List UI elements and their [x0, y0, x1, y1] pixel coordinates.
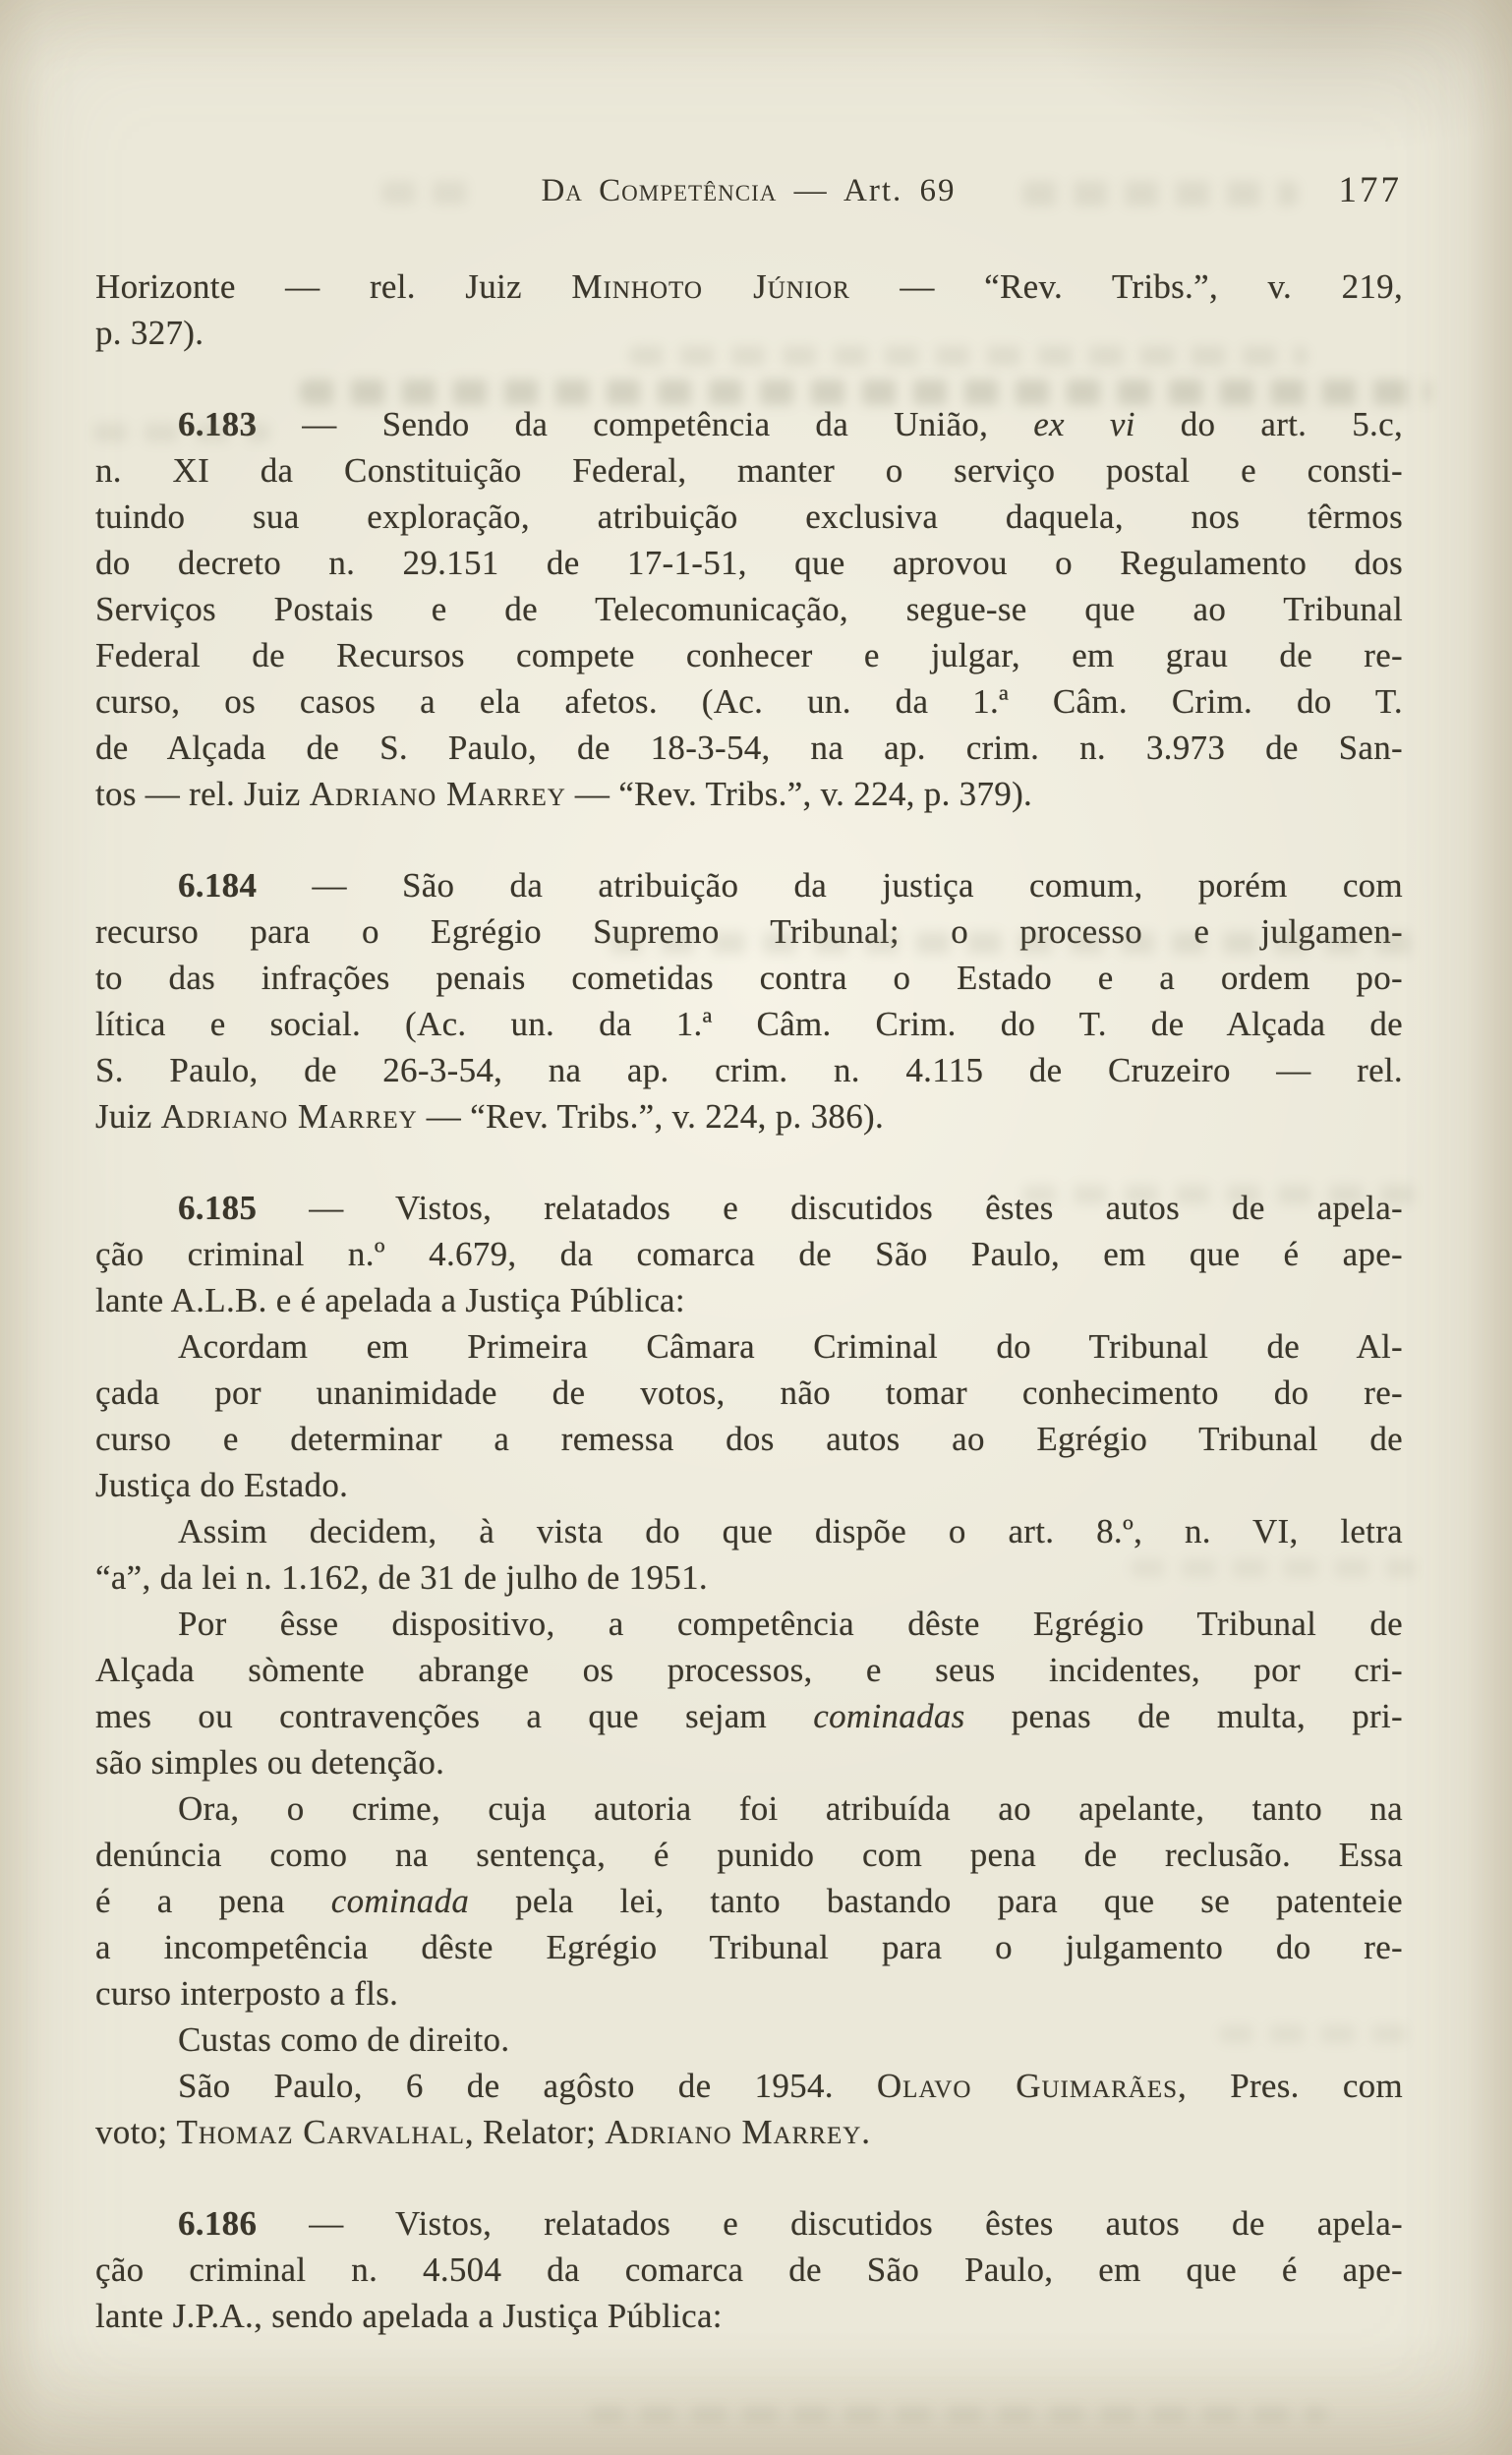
text-line: 6.183 — Sendo da competência da União, ex vi do art. 5.c, [178, 405, 1403, 443]
text-line: é a pena cominada pela lei, tanto bastando para que se patenteie [95, 1882, 1404, 1920]
text-line: 6.184 — São da atribuição da justiça comum, porém com [178, 866, 1403, 905]
text-line: Horizonte — rel. Juiz Minhoto Júnior — “Rev. Tribs.”, v. 219, [95, 267, 1404, 306]
text-line: curso interposto a fls. [95, 1974, 399, 2013]
text-line: tos — rel. Juiz Adriano Marrey — “Rev. Tribs.”, v. 224, p. 379). [95, 775, 1033, 813]
text-line: Juiz Adriano Marrey — “Rev. Tribs.”, v. 224, p. 386). [95, 1097, 885, 1136]
text-line: a incompetência dêste Egrégio Tribunal para o julgamento do re- [95, 1928, 1403, 1966]
page-number: 177 [1338, 170, 1402, 210]
paragraph-custas [95, 2017, 1403, 2063]
text-line: p. 327). [95, 314, 204, 352]
page-body [95, 263, 1403, 2339]
text-line: 6.185 — Vistos, relatados e discutidos êstes autos de apela- [178, 1189, 1403, 1227]
text-line: ção criminal n.º 4.679, da comarca de São Paulo, em que é ape- [95, 1235, 1403, 1273]
text-line: mes ou contravenções a que sejam cominadas penas de multa, pri- [95, 1697, 1403, 1735]
paragraph-ora-o-crime [95, 1785, 1403, 2017]
paragraph-acordam [95, 1323, 1403, 1508]
text-line: S. Paulo, de 26-3-54, na ap. crim. n. 4.115 de Cruzeiro — rel. [95, 1051, 1403, 1089]
paragraph-continuation-horizonte [95, 263, 1403, 356]
paragraph-item-6185 [95, 1185, 1403, 1323]
text-line: to das infrações penais cometidas contra o Estado e a ordem po- [95, 959, 1403, 997]
text-line: Por êsse dispositivo, a competência dêste Egrégio Tribunal de [178, 1605, 1403, 1643]
text-line: voto; Thomaz Carvalhal, Relator; Adriano Marrey. [95, 2113, 871, 2151]
header-title-smallcaps: Da Competência [541, 173, 778, 208]
text-line: curso, os casos a ela afetos. (Ac. un. da 1.ª Câm. Crim. do T. [95, 682, 1403, 721]
text-line: Assim decidem, à vista do que dispõe o art. 8.º, n. VI, letra [178, 1512, 1403, 1550]
paragraph-item-6186 [95, 2200, 1403, 2339]
text-line: n. XI da Constituição Federal, manter o serviço postal e consti- [95, 451, 1403, 490]
paragraph-item-6184 [95, 862, 1403, 1140]
text-line: curso e determinar a remessa dos autos ao Egrégio Tribunal de [95, 1420, 1403, 1458]
text-line: çada por unanimidade de votos, não tomar conhecimento do re- [95, 1374, 1403, 1412]
text-line: Acordam em Primeira Câmara Criminal do Tribunal de Al- [178, 1327, 1403, 1366]
paragraph-por-esse-dispositivo [95, 1601, 1403, 1785]
text-line: lante J.P.A., sendo apelada a Justiça Pública: [95, 2297, 723, 2335]
text-line: Alçada sòmente abrange os processos, e seus incidentes, por cri- [95, 1651, 1403, 1689]
text-line: denúncia como na sentença, é punido com pena de reclusão. Essa [95, 1836, 1403, 1874]
text-line: lítica e social. (Ac. un. da 1.ª Câm. Crim. do T. de Alçada de [95, 1005, 1403, 1043]
paragraph-assim-decidem [95, 1508, 1403, 1601]
paragraph-assinaturas [95, 2063, 1403, 2155]
page-title [95, 173, 1402, 209]
text-line: tuindo sua exploração, atribuição exclusiva daquela, nos têrmos [95, 497, 1403, 536]
paragraph-item-6183 [95, 401, 1403, 817]
text-line: 6.186 — Vistos, relatados e discutidos êstes autos de apela- [178, 2204, 1403, 2243]
text-line: Justiça do Estado. [95, 1466, 349, 1504]
text-line: Custas como de direito. [178, 2020, 510, 2059]
text-line: ção criminal n. 4.504 da comarca de São Paulo, em que é ape- [95, 2250, 1403, 2289]
text-line: Federal de Recursos compete conhecer e julgar, em grau de re- [95, 636, 1403, 674]
ghost-smudge [590, 2407, 1327, 2423]
header-title-rest: — Art. 69 [777, 173, 957, 208]
text-line: “a”, da lei n. 1.162, de 31 de julho de 1951. [95, 1558, 708, 1597]
text-line: lante A.L.B. e é apelada a Justiça Pública: [95, 1281, 685, 1319]
running-header [95, 170, 1402, 216]
text-line: Ora, o crime, cuja autoria foi atribuída ao apelante, tanto na [178, 1789, 1403, 1828]
text-line: Serviços Postais e de Telecomunicação, segue-se que ao Tribunal [95, 590, 1403, 628]
text-line: são simples ou detenção. [95, 1743, 445, 1782]
text-line: de Alçada de S. Paulo, de 18-3-54, na ap. crim. n. 3.973 de San- [95, 729, 1403, 767]
text-line: do decreto n. 29.151 de 17-1-51, que aprovou o Regulamento dos [95, 544, 1403, 582]
text-line: São Paulo, 6 de agôsto de 1954. Olavo Guimarães, Pres. com [178, 2067, 1403, 2105]
text-line: recurso para o Egrégio Supremo Tribunal; o processo e julgamen- [95, 912, 1403, 951]
